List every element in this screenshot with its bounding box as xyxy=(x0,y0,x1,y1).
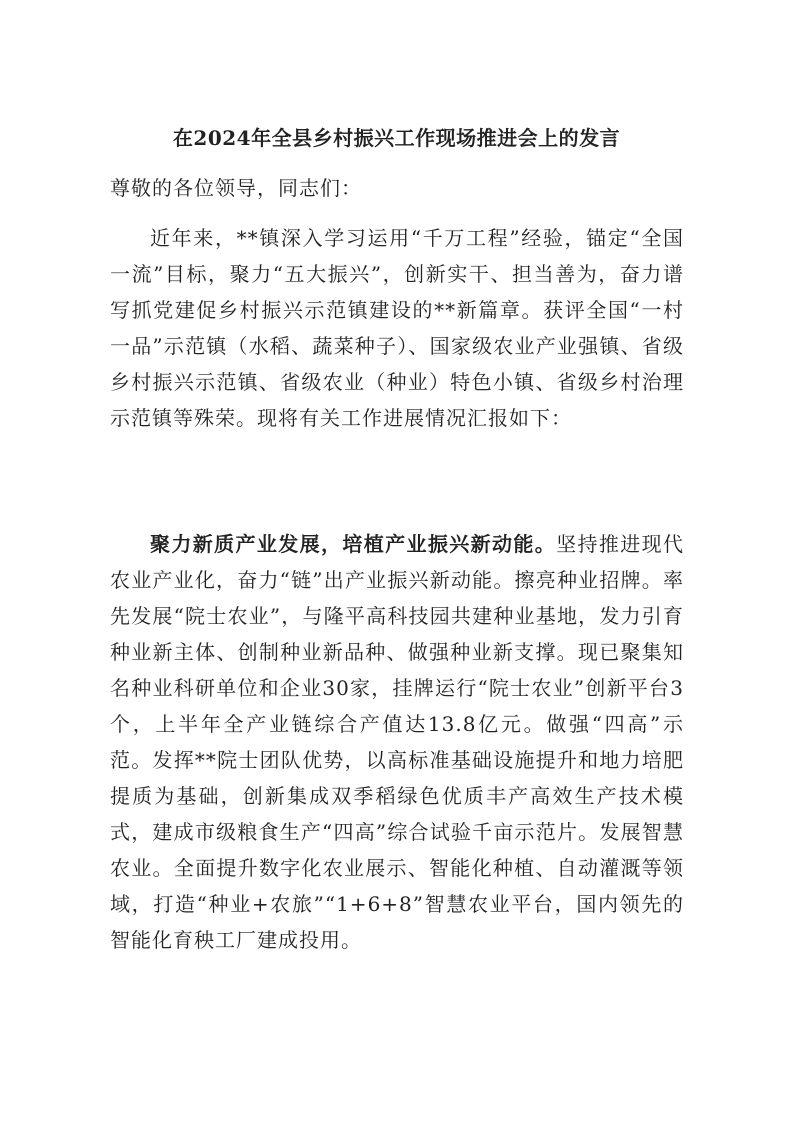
paragraph-body: 坚持推进现代农业产业化，奋力“链”出产业振兴新动能。擦亮种业招牌。率先发展“院士农业”，与隆平高科技园共建种业基地，发力引育种业新主体、创制种业新品种、做强种业新支撑。现已聚集知名种业科研单位和企业30家，挂牌运行“院士农业”创新平台3个，上半年全产业链综合产值达13.8亿元。做强“四高”示范。发挥**院士团队优势，以高标准基础设施提升和地力培肥提质为基础，创新集成双季稻绿色优质丰产高效生产技术模式，建成市级粮食生产“四高”综合试验千亩示范片。发展智慧农业。全面提升数字化农业展示、智能化种植、自动灌溉等领域，打造“种业+农旅”“1+6+8”智慧农业平台，国内领先的智能化育秧工厂建成投用。 xyxy=(110,532,684,952)
paragraph-industry xyxy=(110,526,684,958)
paragraph-intro: 近年来，**镇深入学习运用“千万工程”经验，锚定“全国一流”目标，聚力“五大振兴”，创新实干、担当善为，奋力谱写抓党建促乡村振兴示范镇建设的**新篇章。获评全国“一村一品”示范镇（水稻、蔬菜种子）、国家级农业产业强镇、省级乡村振兴示范镇、省级农业（种业）特色小镇、省级乡村治理示范镇等殊荣。现将有关工作进展情况汇报如下： xyxy=(110,226,684,430)
salutation: 尊敬的各位领导，同志们： xyxy=(110,176,362,200)
document-title: 在2024年全县乡村振兴工作现场推进会上的发言 xyxy=(172,126,621,150)
paragraph-lead-heading: 聚力新质产业发展，培植产业振兴新动能。 xyxy=(150,532,557,556)
